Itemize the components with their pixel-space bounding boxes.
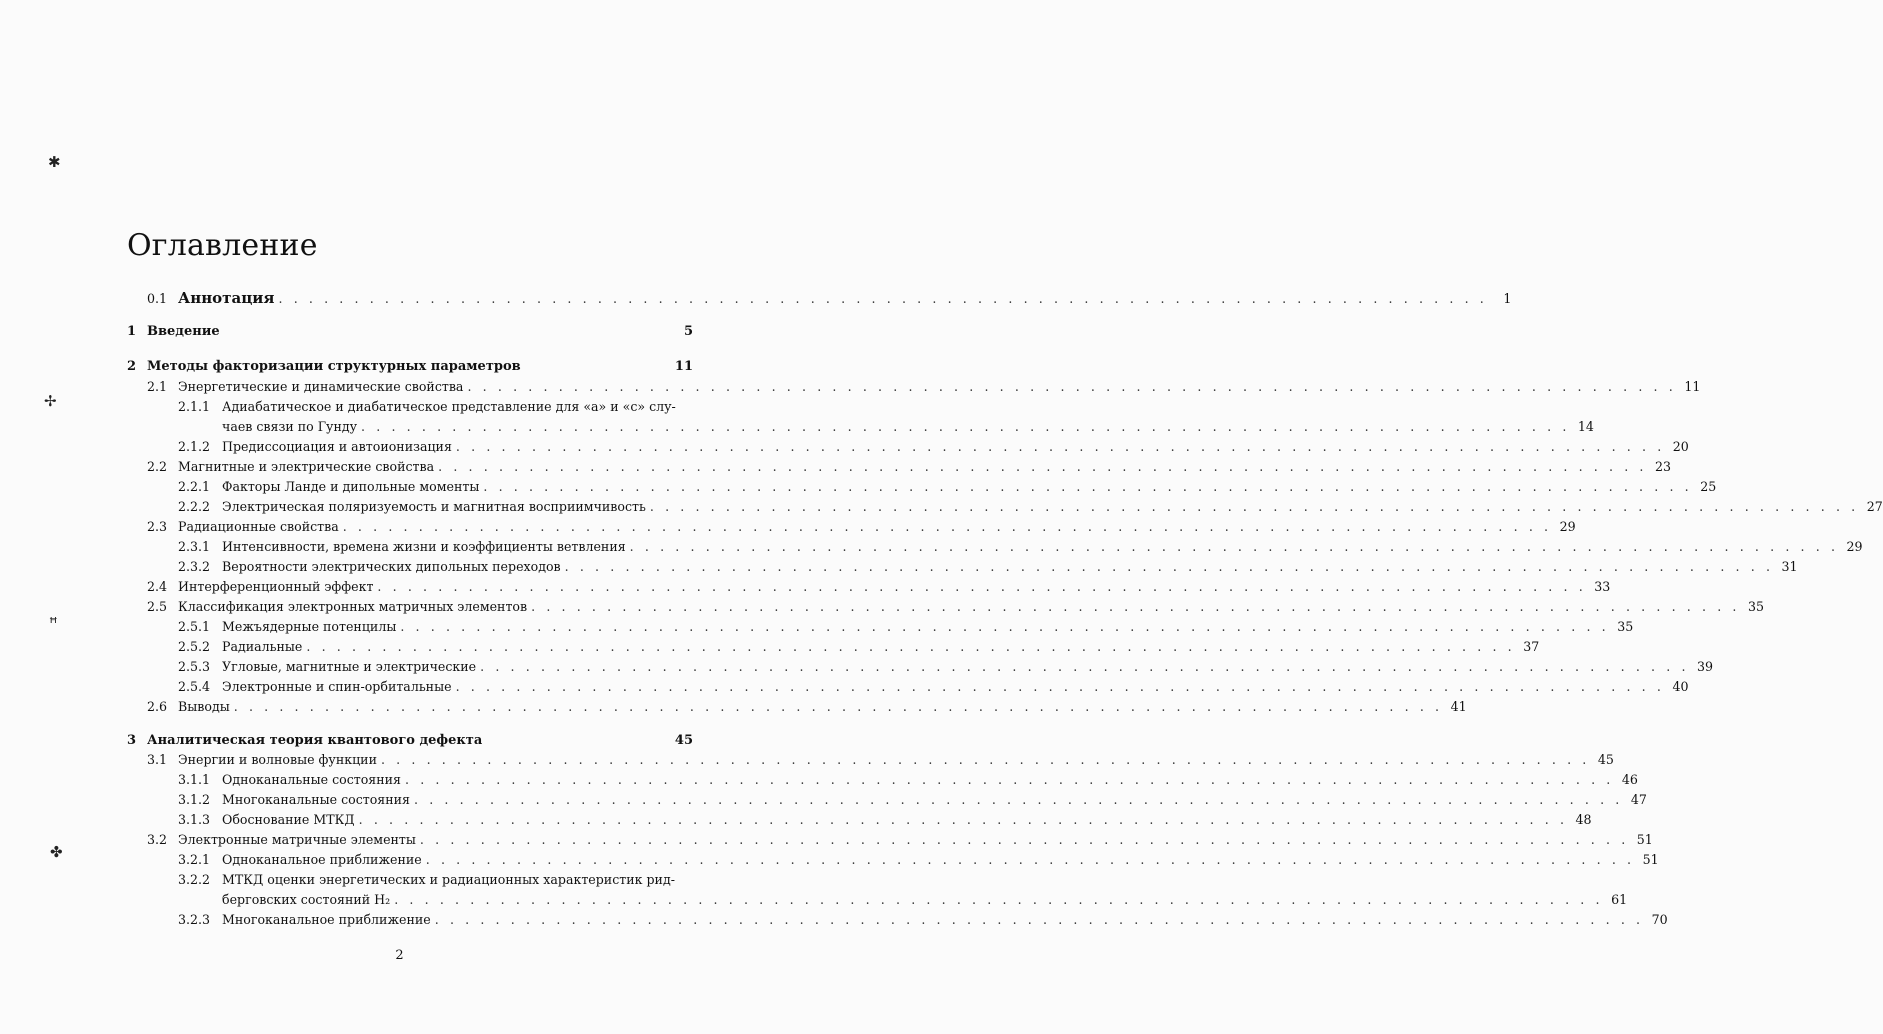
toc-leader-dots: . . . . . . . . . . . . . . . . . . . . . . . . . . . . . . . . . . . . . . . . . . . . . . . . . . . . . . . . . . . . . . . . . . . . . . . . . . . . . . . . [404, 772, 1614, 787]
toc-section-2-3[interactable] [147, 517, 1576, 537]
toc-entry-number: 2.1 [147, 379, 168, 394]
toc-leader-dots: . . . . . . . . . . . . . . . . . . . . . . . . . . . . . . . . . . . . . . . . . . . . . . . . . . . . . . . . . . . . . . . . . . . . . . . . . . . . . . . . [438, 459, 1648, 474]
toc-subsection-2-1-1-cont[interactable] [222, 417, 1594, 437]
toc-entry-page: 41 [1450, 699, 1467, 714]
toc-subsection-2-1-2[interactable] [178, 437, 1689, 457]
toc-entry-number: 3.2.1 [178, 852, 211, 867]
toc-entry-page: 29 [1559, 519, 1576, 534]
toc-entry-number: 2.5 [147, 599, 168, 614]
toc-entry-page: 61 [1611, 892, 1628, 907]
toc-chapter-title: Аналитическая теория квантового дефекта [147, 733, 483, 748]
toc-entry-page: 39 [1697, 659, 1714, 674]
scan-mark-4: ✤ [50, 843, 63, 861]
toc-entry-number: 2.1.1 [178, 399, 211, 414]
toc-leader-dots: . . . . . . . . . . . . . . . . . . . . . . . . . . . . . . . . . . . . . . . . . . . . . . . . . . . . . . . . . . . . . . . . . . . . . . . . . . . . . . . . [361, 419, 1570, 434]
toc-entry-page: 51 [1642, 852, 1659, 867]
toc-entry-page: 70 [1651, 912, 1668, 927]
toc-leader-dots: . . . . . . . . . . . . . . . . . . . . . . . . . . . . . . . . . . . . . . . . . . . . . . . . . . . . . . . . . . . . . . . . . . . . . . . . . . . . . . . . [629, 539, 1839, 554]
toc-chapter-title: Методы факторизации структурных параметров [147, 359, 521, 374]
toc-entry-title: Многоканальное приближение [222, 912, 431, 927]
toc-leader-dots: . . . . . . . . . . . . . . . . . . . . . . . . . . . . . . . . . . . . . . . . . . . . . . . . . . . . . . . . . . . . . . . . . . . . . . . . . . . . . . . . [483, 479, 1693, 494]
toc-leader-dots: . . . . . . . . . . . . . . . . . . . . . . . . . . . . . . . . . . . . . . . . . . . . . . . . . . . . . . . . . . . . . . . . . . . . . . . . . . . . . . . . [342, 519, 1552, 534]
toc-entry-page: 35 [1617, 619, 1634, 634]
toc-subsection-3-1-2[interactable] [178, 790, 1647, 810]
toc-leader-dots: . . . . . . . . . . . . . . . . . . . . . . . . . . . . . . . . . . . . . . . . . . . . . . . . . . . . . . . . . . . . . . . . . . . . . . . . . . . . . . . . [425, 852, 1635, 867]
toc-entry-title: МТКД оценки энергетических и радиационных характеристик рид- [222, 872, 675, 887]
toc-leader-dots: . . . . . . . . . . . . . . . . . . . . . . . . . . . . . . . . . . . . . . . . . . . . . . . . . . . . . . . . . . . . . . . . . . . . . . . . . . . . . . . . [413, 792, 1623, 807]
toc-subsection-2-1-1[interactable] [178, 397, 693, 417]
toc-chapter-page: 5 [683, 324, 693, 339]
toc-leader-dots: . . . . . . . . . . . . . . . . . . . . . . . . . . . . . . . . . . . . . . . . . . . . . . . . . . . . . . . . . . . . . . . . . . . . . . . . . . . . . . . . [455, 439, 1665, 454]
toc-subsection-2-2-1[interactable] [178, 477, 1717, 497]
toc-subsection-3-1-3[interactable] [178, 810, 1592, 830]
toc-entry-page: 48 [1575, 812, 1592, 827]
toc-leader-dots: . . . . . . . . . . . . . . . . . . . . . . . . . . . . . . . . . . . . . . . . . . . . . . . . . . . . . . . . . . . . . . . . . . . . . . . . . . . . . . . . [455, 679, 1665, 694]
toc-leader-dots: . . . . . . . . . . . . . . . . . . . . . . . . . . . . . . . . . . . . . . . . . . . . . . . . . . . . . . . . . . . . . . . . . . . . . . . . . . . . . . . . [278, 291, 1488, 306]
toc-section-3-2[interactable] [147, 830, 1653, 850]
toc-entry-page: 40 [1672, 679, 1689, 694]
toc-entry-title: Энергетические и динамические свойства [178, 379, 464, 394]
toc-subsection-2-2-2[interactable] [178, 497, 1883, 517]
scan-mark-1: ✱ [48, 153, 61, 171]
toc-leader-dots: . . . . . . . . . . . . . . . . . . . . . . . . . . . . . . . . . . . . . . . . . . . . . . . . . . . . . . . . . . . . . . . . . . . . . . . . . . . . . . . . [394, 892, 1604, 907]
toc-entry-title: Адиабатическое и диабатическое представление для «a» и «c» слу- [222, 399, 676, 414]
toc-entry-page: 46 [1621, 772, 1638, 787]
toc-leader-dots: . . . . . . . . . . . . . . . . . . . . . . . . . . . . . . . . . . . . . . . . . . . . . . . . . . . . . . . . . . . . . . . . . . . . . . . . . . . . . . . . [377, 579, 1587, 594]
toc-entry-number: 3.2 [147, 832, 168, 847]
toc-leader-dots: . . . . . . . . . . . . . . . . . . . . . . . . . . . . . . . . . . . . . . . . . . . . . . . . . . . . . . . . . . . . . . . . . . . . . . . . . . . . . . . . [564, 559, 1774, 574]
toc-entry-number: 2.2 [147, 459, 168, 474]
toc-entry-number: 3.1.2 [178, 792, 211, 807]
toc-subsection-2-5-3[interactable] [178, 657, 1714, 677]
toc-entry-number: 2.5.1 [178, 619, 211, 634]
toc-entry-title: Радиальные [222, 639, 303, 654]
toc-chapter-page: 11 [674, 359, 693, 374]
toc-subsection-3-2-3[interactable] [178, 910, 1668, 930]
toc-leader-dots: . . . . . . . . . . . . . . . . . . . . . . . . . . . . . . . . . . . . . . . . . . . . . . . . . . . . . . . . . . . . . . . . . . . . . . . . . . . . . . . . [434, 912, 1644, 927]
toc-subsection-2-3-1[interactable] [178, 537, 1863, 557]
toc-chapter-page: 45 [674, 733, 693, 748]
toc-leader-dots: . . . . . . . . . . . . . . . . . . . . . . . . . . . . . . . . . . . . . . . . . . . . . . . . . . . . . . . . . . . . . . . . . . . . . . . . . . . . . . . . [649, 499, 1859, 514]
toc-chapter-1[interactable] [127, 322, 693, 342]
toc-subsection-2-5-1[interactable] [178, 617, 1634, 637]
toc-entry-page: 25 [1700, 479, 1717, 494]
toc-leader-dots: . . . . . . . . . . . . . . . . . . . . . . . . . . . . . . . . . . . . . . . . . . . . . . . . . . . . . . . . . . . . . . . . . . . . . . . . . . . . . . . . [531, 599, 1741, 614]
toc-entry-title: Одноканальные состояния [222, 772, 401, 787]
toc-entry-number: 2.1.2 [178, 439, 211, 454]
page-number: 2 [395, 948, 404, 963]
toc-entry-title: Вероятности электрических дипольных переходов [222, 559, 561, 574]
toc-entry-title: Магнитные и электрические свойства [178, 459, 435, 474]
toc-leader-dots: . . . . . . . . . . . . . . . . . . . . . . . . . . . . . . . . . . . . . . . . . . . . . . . . . . . . . . . . . . . . . . . . . . . . . . . . . . . . . . . . [400, 619, 1610, 634]
toc-leader-dots: . . . . . . . . . . . . . . . . . . . . . . . . . . . . . . . . . . . . . . . . . . . . . . . . . . . . . . . . . . . . . . . . . . . . . . . . . . . . . . . . [306, 639, 1516, 654]
toc-entry-number: 2.3 [147, 519, 168, 534]
toc-chapter-number: 1 [127, 324, 137, 339]
toc-entry-number: 2.5.4 [178, 679, 211, 694]
toc-entry-number: 3.2.3 [178, 912, 211, 927]
toc-entry-annotation[interactable] [147, 288, 1512, 308]
toc-entry-title: Межъядерные потенцилы [222, 619, 397, 634]
toc-entry-title: Радиационные свойства [178, 519, 339, 534]
toc-entry-number: 2.3.2 [178, 559, 211, 574]
toc-chapter-title: Введение [147, 324, 220, 339]
toc-chapter-3[interactable] [127, 731, 693, 751]
toc-leader-dots: . . . . . . . . . . . . . . . . . . . . . . . . . . . . . . . . . . . . . . . . . . . . . . . . . . . . . . . . . . . . . . . . . . . . . . . . . . . . . . . . [233, 699, 1443, 714]
toc-leader-dots: . . . . . . . . . . . . . . . . . . . . . . . . . . . . . . . . . . . . . . . . . . . . . . . . . . . . . . . . . . . . . . . . . . . . . . . . . . . . . . . . [467, 379, 1677, 394]
toc-chapter-number: 2 [127, 359, 137, 374]
toc-entry-title: Угловые, магнитные и электрические [222, 659, 477, 674]
toc-subsection-2-5-2[interactable] [178, 637, 1540, 657]
toc-entry-title: Факторы Ланде и дипольные моменты [222, 479, 480, 494]
toc-subsection-2-3-2[interactable] [178, 557, 1798, 577]
scan-mark-2: ✢ [44, 392, 57, 410]
toc-subsection-3-2-1[interactable] [178, 850, 1659, 870]
toc-entry-title: Интенсивности, времена жизни и коэффициенты ветвления [222, 539, 626, 554]
toc-subsection-2-5-4[interactable] [178, 677, 1689, 697]
toc-entry-number: 3.1 [147, 752, 168, 767]
toc-entry-page: 47 [1630, 792, 1647, 807]
toc-leader-dots: . . . . . . . . . . . . . . . . . . . . . . . . . . . . . . . . . . . . . . . . . . . . . . . . . . . . . . . . . . . . . . . . . . . . . . . . . . . . . . . . [358, 812, 1568, 827]
toc-entry-page: 14 [1577, 419, 1594, 434]
scan-mark-3: ꟸ [49, 614, 58, 632]
toc-entry-page: 1 [1503, 291, 1512, 306]
toc-entry-page: 45 [1597, 752, 1614, 767]
toc-entry-title: Энергии и волновые функции [178, 752, 377, 767]
toc-entry-number: 2.6 [147, 699, 168, 714]
toc-entry-title: Аннотация [178, 289, 275, 307]
toc-entry-number: 2.2.1 [178, 479, 211, 494]
toc-leader-dots: . . . . . . . . . . . . . . . . . . . . . . . . . . . . . . . . . . . . . . . . . . . . . . . . . . . . . . . . . . . . . . . . . . . . . . . . . . . . . . . . [380, 752, 1590, 767]
toc-entry-page: 29 [1846, 539, 1863, 554]
toc-entry-number: 3.2.2 [178, 872, 211, 887]
toc-entry-page: 33 [1594, 579, 1611, 594]
toc-entry-page: 51 [1636, 832, 1653, 847]
toc-subsection-3-1-1[interactable] [178, 770, 1638, 790]
toc-entry-number: 3.1.1 [178, 772, 211, 787]
toc-entry-number: 2.5.3 [178, 659, 211, 674]
toc-subsection-3-2-2-cont[interactable] [222, 890, 1628, 910]
toc-entry-page: 37 [1523, 639, 1540, 654]
toc-entry-title: Выводы [178, 699, 230, 714]
toc-entry-title-cont: чаев связи по Гунду [222, 419, 358, 434]
toc-section-2-6[interactable] [147, 697, 1467, 717]
toc-entry-title: Классификация электронных матричных элементов [178, 599, 528, 614]
toc-leader-dots: . . . . . . . . . . . . . . . . . . . . . . . . . . . . . . . . . . . . . . . . . . . . . . . . . . . . . . . . . . . . . . . . . . . . . . . . . . . . . . . . [480, 659, 1690, 674]
toc-entry-number: 2.3.1 [178, 539, 211, 554]
toc-entry-page: 31 [1781, 559, 1798, 574]
toc-entry-title: Предиссоциация и автоионизация [222, 439, 452, 454]
toc-section-2-5[interactable] [147, 597, 1765, 617]
toc-entry-title: Электрическая поляризуемость и магнитная восприимчивость [222, 499, 646, 514]
toc-entry-number: 3.1.3 [178, 812, 211, 827]
toc-entry-page: 35 [1747, 599, 1765, 614]
toc-entry-title: Электронные матричные элементы [178, 832, 416, 847]
toc-entry-number: 2.4 [147, 579, 168, 594]
toc-entry-page: 20 [1672, 439, 1689, 454]
toc-entry-title: Интерференционный эффект [178, 579, 374, 594]
toc-entry-title: Многоканальные состояния [222, 792, 410, 807]
toc-entry-page: 27 [1866, 499, 1883, 514]
toc-entry-page: 23 [1655, 459, 1672, 474]
toc-section-2-4[interactable] [147, 577, 1611, 597]
toc-subsection-3-2-2[interactable] [178, 870, 693, 890]
toc-chapter-2[interactable] [127, 357, 693, 377]
toc-entry-page: 11 [1684, 379, 1701, 394]
toc-entry-number: 0.1 [147, 291, 168, 306]
toc-entry-title: Одноканальное приближение [222, 852, 422, 867]
toc-chapter-number: 3 [127, 733, 137, 748]
toc-entry-title: Обоснование МТКД [222, 812, 355, 827]
toc-entry-number: 2.2.2 [178, 499, 211, 514]
toc-entry-title-cont: берговских состояний H₂ [222, 892, 391, 907]
toc-section-2-2[interactable] [147, 457, 1672, 477]
toc-leader-dots: . . . . . . . . . . . . . . . . . . . . . . . . . . . . . . . . . . . . . . . . . . . . . . . . . . . . . . . . . . . . . . . . . . . . . . . . . . . . . . . . [419, 832, 1629, 847]
toc-entry-title: Электронные и спин-орбитальные [222, 679, 452, 694]
page-title: Оглавление [127, 228, 318, 264]
toc-section-3-1[interactable] [147, 750, 1614, 770]
toc-entry-number: 2.5.2 [178, 639, 211, 654]
toc-section-2-1[interactable] [147, 377, 1701, 397]
